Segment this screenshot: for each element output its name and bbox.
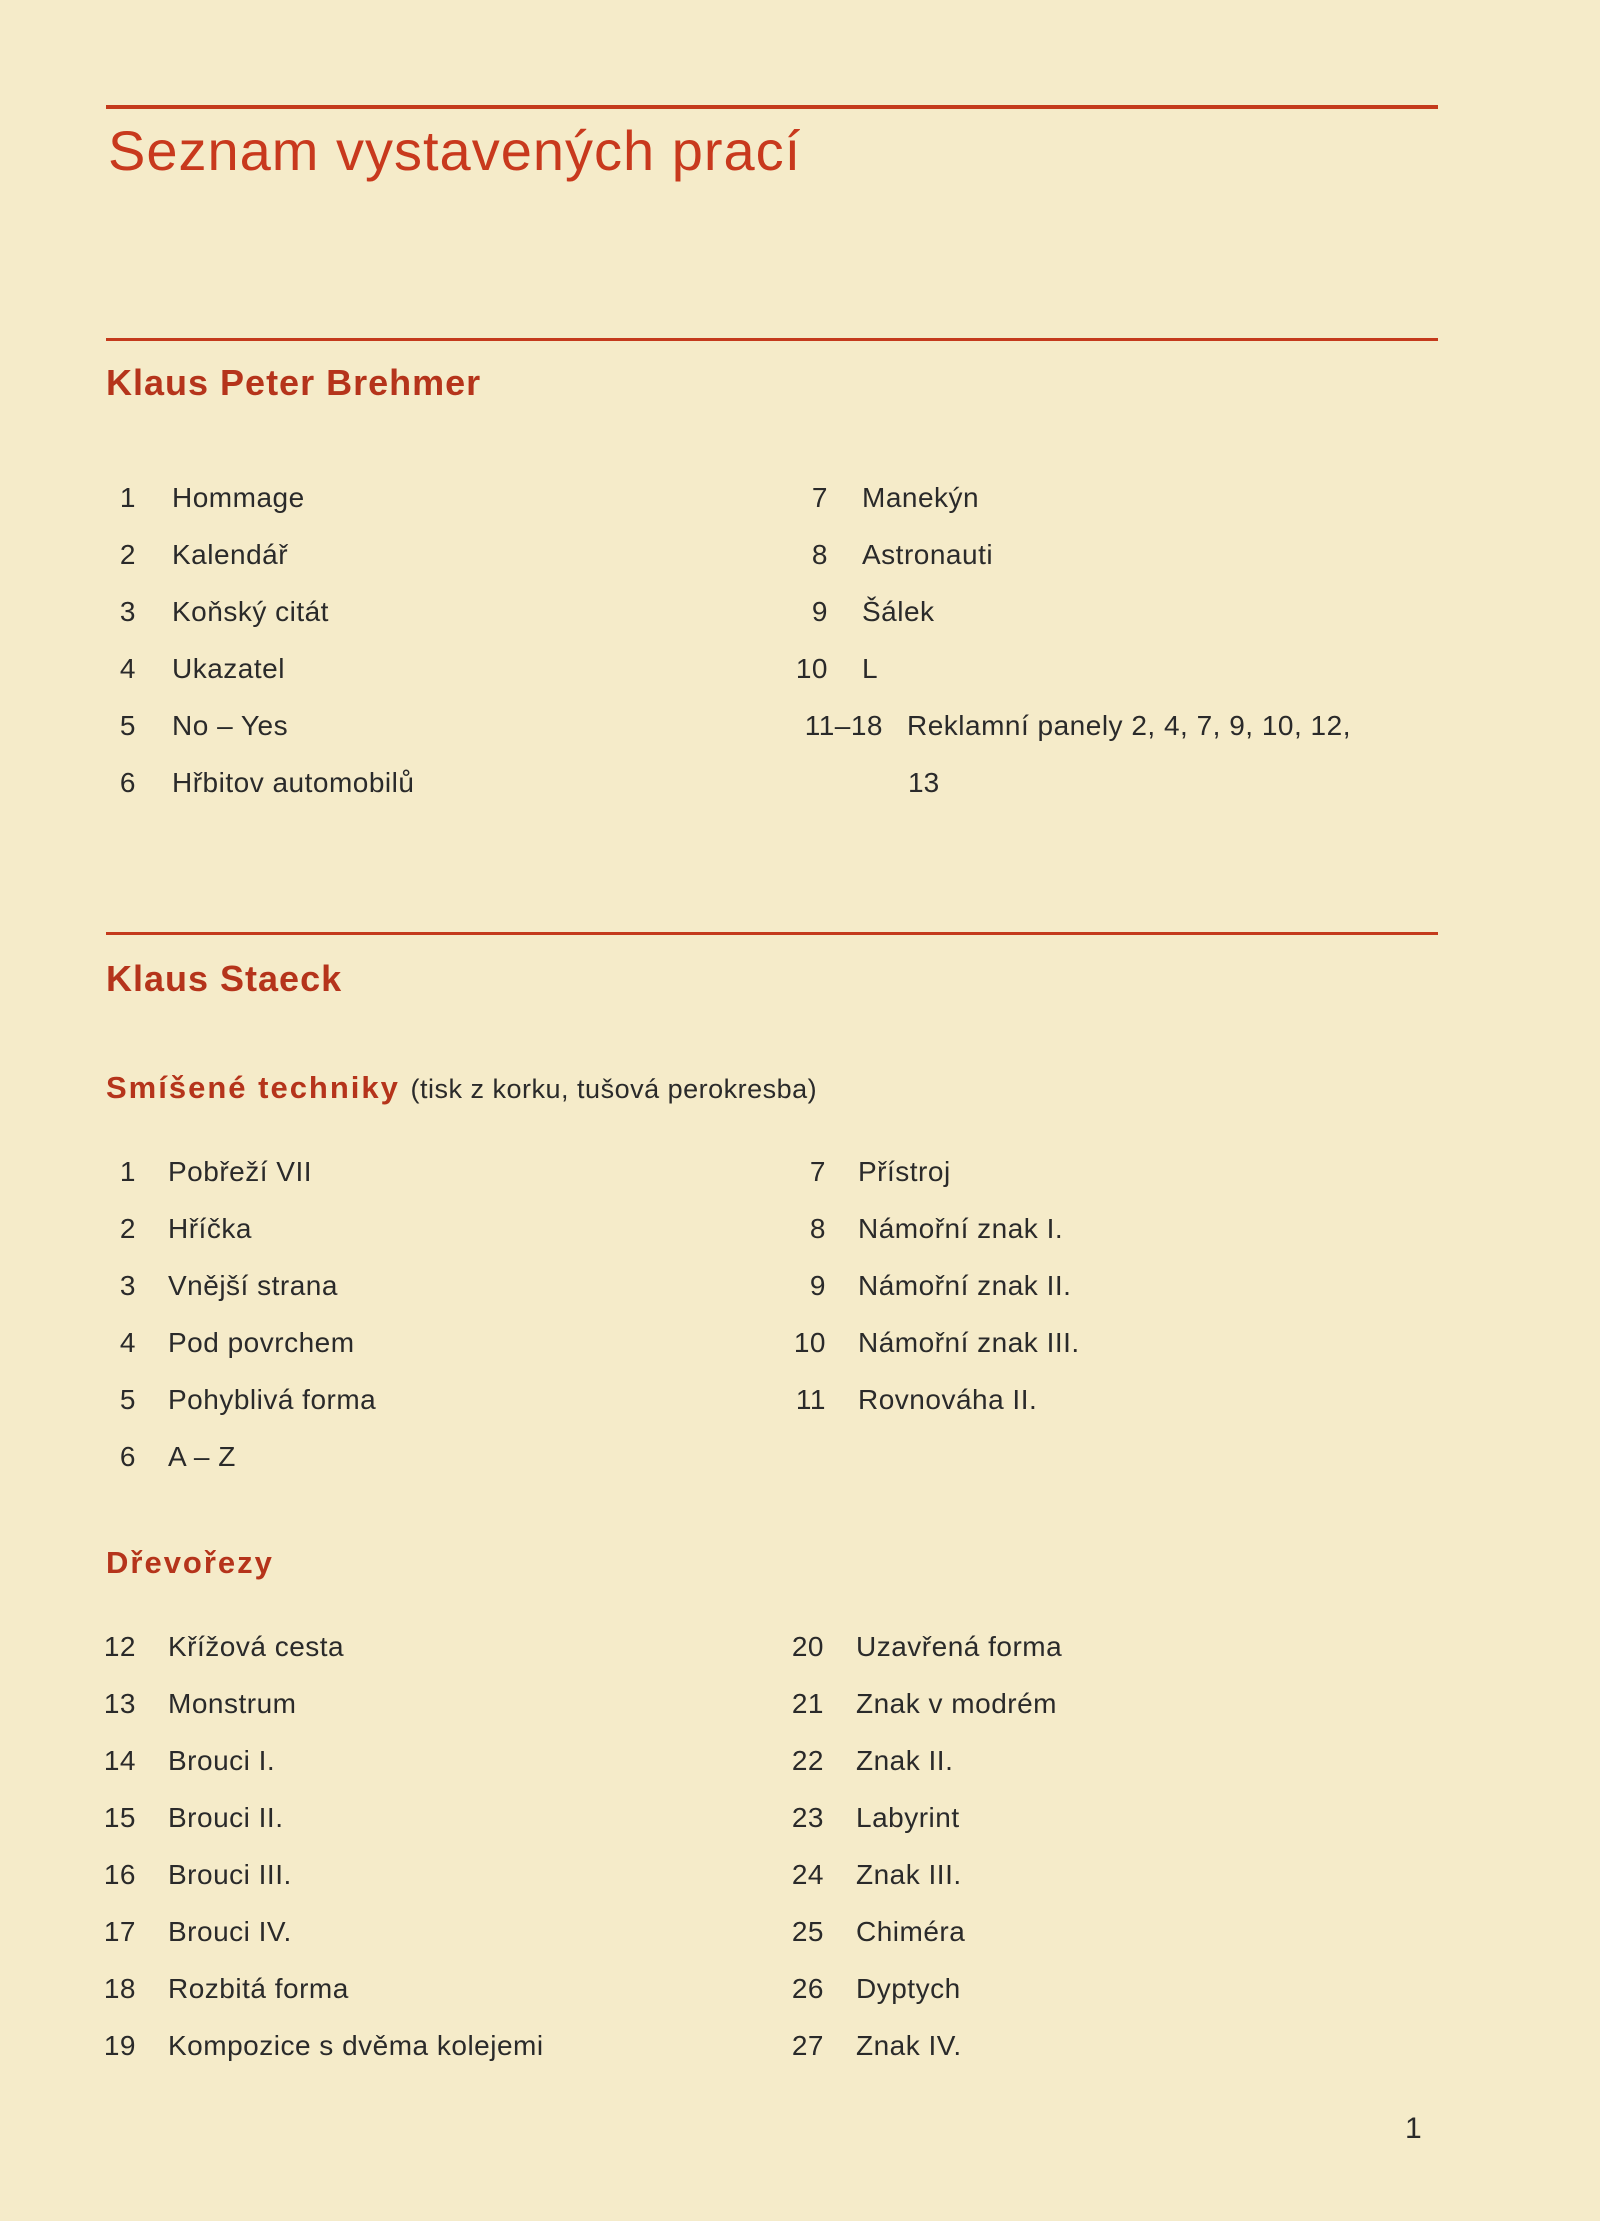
- item-title: Pod povrchem: [168, 1327, 355, 1358]
- item-number: 9: [811, 596, 828, 627]
- item-title: Reklamní panely 2, 4, 7, 9, 10, 12,: [907, 710, 1351, 741]
- item-title: Vnější strana: [168, 1270, 338, 1301]
- item-title: Brouci IV.: [168, 1916, 292, 1947]
- list-item: [100, 706, 288, 746]
- item-number: 15: [103, 1802, 136, 1833]
- item-number: 19: [103, 2030, 136, 2061]
- list-item: [90, 1684, 296, 1724]
- list-item: [100, 535, 288, 575]
- list-item: [100, 649, 285, 689]
- item-title: Znak III.: [856, 1859, 962, 1890]
- item-number: 12: [103, 1631, 136, 1662]
- item-title: Znak II.: [856, 1745, 954, 1776]
- brehmer-rule: [106, 338, 1438, 341]
- item-title: Námořní znak III.: [858, 1327, 1080, 1358]
- list-item: [90, 1741, 275, 1781]
- item-title: Brouci II.: [168, 1802, 284, 1833]
- list-item: [90, 1969, 349, 2009]
- item-title: Hříčka: [168, 1213, 252, 1244]
- item-number: 20: [791, 1631, 824, 1662]
- list-item: [778, 1266, 1071, 1306]
- item-title: Pohyblivá forma: [168, 1384, 377, 1415]
- list-item: [780, 592, 935, 632]
- item-number: 11: [795, 1384, 826, 1415]
- item-number: 21: [791, 1688, 824, 1719]
- list-item: [100, 1266, 338, 1306]
- page-title: Seznam vystavených prací: [108, 119, 802, 182]
- item-title: Rozbitá forma: [168, 1973, 349, 2004]
- list-item: [776, 1741, 953, 1781]
- list-item: [776, 1855, 962, 1895]
- item-number: 13: [103, 1688, 136, 1719]
- list-item: [778, 1209, 1063, 1249]
- item-title: Brouci III.: [168, 1859, 292, 1890]
- item-number: 1: [119, 1156, 136, 1187]
- item-title: Uzavřená forma: [856, 1631, 1063, 1662]
- list-item: [100, 1152, 312, 1192]
- mixed-techniques-note: (tisk z korku, tušová perokresba): [410, 1074, 818, 1104]
- list-item: [780, 649, 878, 689]
- list-item: [776, 1969, 961, 2009]
- item-title: A – Z: [168, 1441, 236, 1472]
- list-item: [795, 706, 1351, 746]
- item-title: Námořní znak I.: [858, 1213, 1064, 1244]
- list-item: [100, 1437, 236, 1477]
- staeck-rule: [106, 932, 1438, 935]
- mixed-techniques-title: Smíšené techniky: [106, 1070, 400, 1105]
- item-number: 1: [119, 482, 136, 513]
- item-number: 9: [809, 1270, 826, 1301]
- item-title: Chiméra: [856, 1916, 966, 1947]
- item-title: Monstrum: [168, 1688, 297, 1719]
- item-number: 23: [791, 1802, 824, 1833]
- staeck-heading: Klaus Staeck: [106, 958, 343, 999]
- item-number: 17: [103, 1916, 136, 1947]
- item-title: Labyrint: [856, 1802, 960, 1833]
- item-number: 14: [103, 1745, 136, 1776]
- item-title: Křížová cesta: [168, 1631, 345, 1662]
- item-title: Námořní znak II.: [858, 1270, 1072, 1301]
- top-rule: [106, 105, 1438, 109]
- list-item: [776, 2026, 962, 2066]
- item-continuation: 13: [908, 767, 940, 798]
- item-title: Koňský citát: [172, 596, 329, 627]
- list-item: [100, 763, 414, 803]
- item-title: Ukazatel: [172, 653, 285, 684]
- list-item: [100, 1209, 252, 1249]
- item-title: Rovnováha II.: [858, 1384, 1038, 1415]
- item-number: 26: [791, 1973, 824, 2004]
- list-item: [100, 1380, 376, 1420]
- item-number: 2: [119, 539, 136, 570]
- item-title: Hommage: [172, 482, 305, 513]
- page-number: 1: [1405, 2112, 1422, 2145]
- item-title: Astronauti: [862, 539, 994, 570]
- item-title: Kalendář: [172, 539, 289, 570]
- list-item: [90, 1627, 344, 1667]
- item-title: Hřbitov automobilů: [172, 767, 415, 798]
- item-title: Přístroj: [858, 1156, 951, 1187]
- item-number: 6: [119, 1441, 136, 1472]
- list-item: [778, 1152, 951, 1192]
- item-title: No – Yes: [172, 710, 289, 741]
- list-item: [90, 1798, 283, 1838]
- item-title: Kompozice s dvěma kolejemi: [168, 2030, 544, 2061]
- list-item: [776, 1912, 965, 1952]
- brehmer-heading: Klaus Peter Brehmer: [106, 362, 482, 403]
- list-item: [776, 1684, 1057, 1724]
- item-number: 24: [791, 1859, 824, 1890]
- item-number: 11–18: [804, 710, 883, 741]
- item-number: 8: [811, 539, 828, 570]
- item-title: Brouci I.: [168, 1745, 276, 1776]
- item-title: Šálek: [862, 596, 935, 627]
- list-item: [778, 1323, 1080, 1363]
- item-title: Dyptych: [856, 1973, 961, 2004]
- woodcuts-heading: Dřevořezy: [106, 1545, 274, 1580]
- list-item: [776, 1627, 1062, 1667]
- item-number: 7: [809, 1156, 826, 1187]
- item-title: Manekýn: [862, 482, 980, 513]
- item-number: 7: [811, 482, 828, 513]
- list-item: [90, 1855, 292, 1895]
- item-title: Znak IV.: [856, 2030, 962, 2061]
- list-item: [90, 1912, 292, 1952]
- item-number: 10: [795, 653, 828, 684]
- item-number: 6: [119, 767, 136, 798]
- item-number: 16: [103, 1859, 136, 1890]
- item-number: 22: [791, 1745, 824, 1776]
- list-item: [90, 2026, 544, 2066]
- item-number: 4: [119, 1327, 136, 1358]
- item-title: Znak v modrém: [856, 1688, 1057, 1719]
- list-item: [100, 478, 305, 518]
- item-number: 5: [119, 710, 136, 741]
- item-number: 3: [119, 1270, 136, 1301]
- list-item: [100, 592, 329, 632]
- item-number: 25: [791, 1916, 824, 1947]
- item-number: 3: [119, 596, 136, 627]
- item-title: Pobřeží VII: [168, 1156, 313, 1187]
- item-number: 18: [103, 1973, 136, 2004]
- list-item: [780, 478, 979, 518]
- item-number: 8: [809, 1213, 826, 1244]
- list-item: [776, 1798, 960, 1838]
- item-number: 5: [119, 1384, 136, 1415]
- list-item: [778, 1380, 1037, 1420]
- mixed-techniques-heading: [106, 1070, 817, 1106]
- item-number: 27: [791, 2030, 824, 2061]
- item-number: 4: [119, 653, 136, 684]
- list-item: [780, 535, 993, 575]
- item-number: 2: [119, 1213, 136, 1244]
- item-title: L: [862, 653, 879, 684]
- item-number: 10: [793, 1327, 826, 1358]
- list-item: [100, 1323, 355, 1363]
